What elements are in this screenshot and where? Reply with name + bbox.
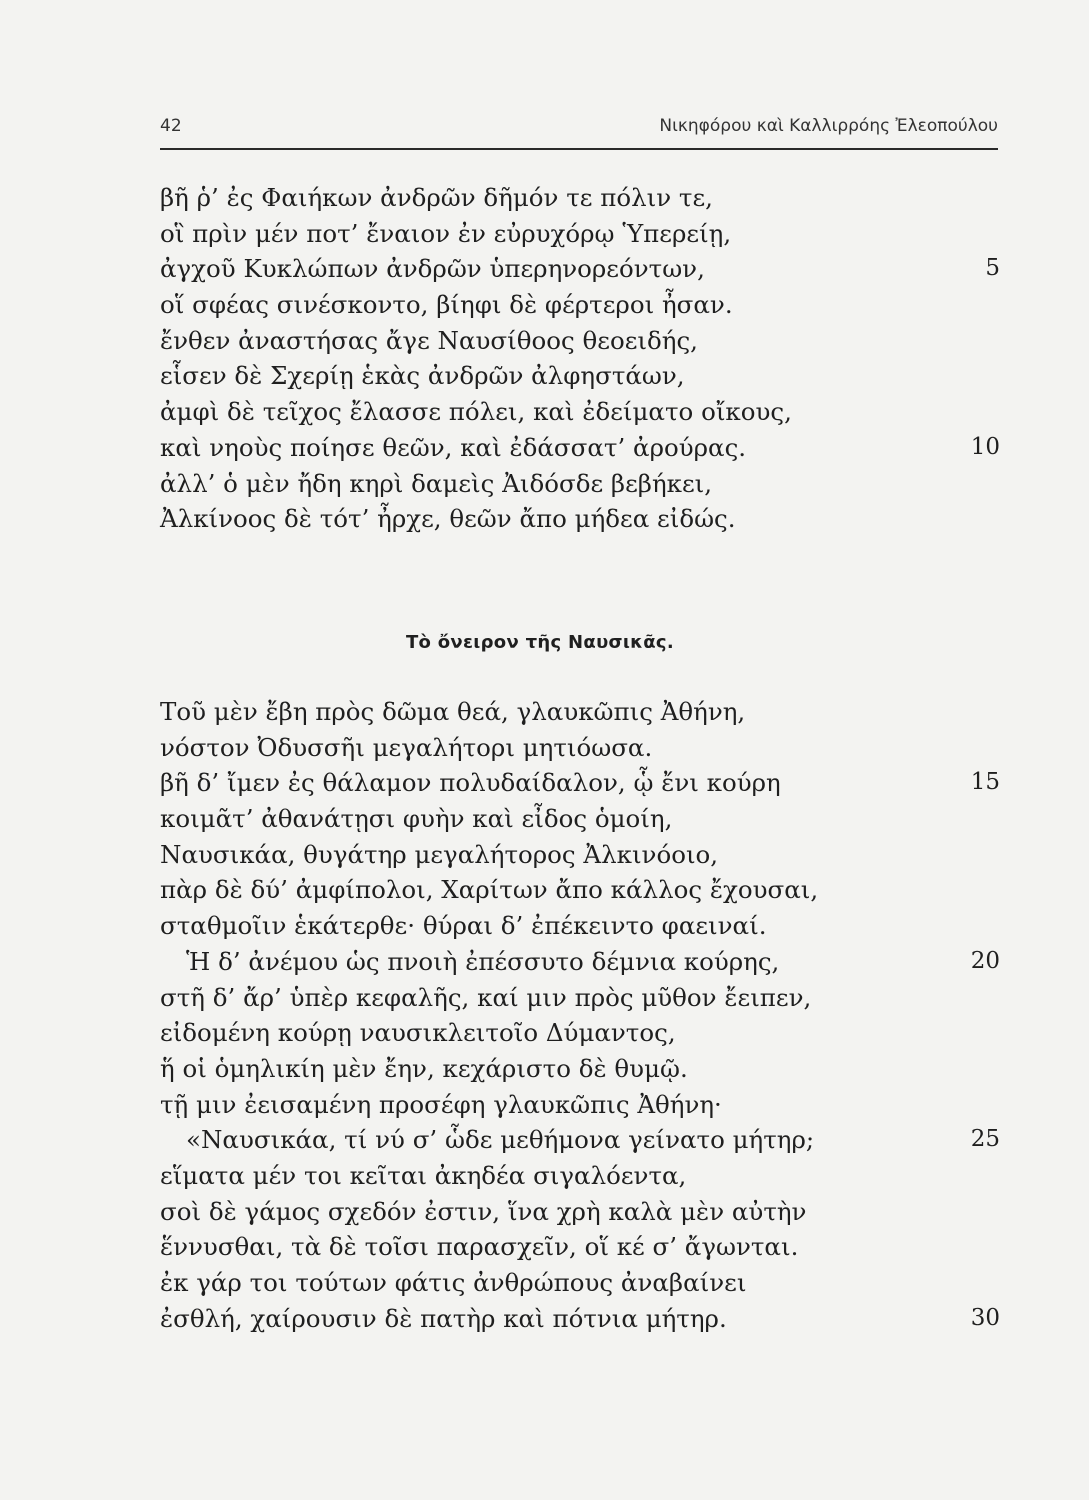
verse-text: ἕννυσθαι, τὰ δὲ τοῖσι παρασχεῖν, οἵ κέ σ’ ἄγωνται.: [160, 1232, 799, 1262]
verse-text: ἀγχοῦ Κυκλώπων ἀνδρῶν ὑπερηνορεόντων,: [160, 254, 705, 284]
verse-block-2: [160, 694, 1000, 1336]
verse-line: [160, 466, 1000, 502]
verse-line: [160, 801, 1000, 837]
line-number: 5: [985, 255, 1000, 282]
verse-line: [160, 1194, 1000, 1230]
verse-text: εἰδομένη κούρῃ ναυσικλειτοῖο Δύμαντος,: [160, 1018, 676, 1048]
header-rule: [160, 148, 998, 150]
verse-line: [160, 430, 1000, 466]
verse-text: κοιμᾶτ’ ἀθανάτῃσι φυὴν καὶ εἶδος ὁμοίη,: [160, 804, 673, 834]
verse-text: πὰρ δὲ δύ’ ἀμφίπολοι, Χαρίτων ἄπο κάλλος ἔχουσαι,: [160, 875, 819, 905]
verse-line: [160, 216, 1000, 252]
verse-text: οἳ πρὶν μέν ποτ’ ἔναιον ἐν εὐρυχόρῳ Ὑπερείῃ,: [160, 218, 732, 248]
verse-line: [160, 730, 1000, 766]
verse-text: ἐσθλή, χαίρουσιν δὲ πατὴρ καὶ πότνια μήτηρ.: [160, 1303, 727, 1333]
verse-text: ἐκ γάρ τοι τούτων φάτις ἀνθρώπους ἀναβαίνει: [160, 1268, 747, 1297]
line-number: 15: [970, 769, 1000, 796]
verse-block-1: [160, 180, 1000, 537]
verse-line: [160, 394, 1000, 430]
verse-text: «Ναυσικάα, τί νύ σ’ ὧδε μεθήμονα γείνατο μήτηρ;: [186, 1125, 815, 1155]
verse-text: Ἡ δ’ ἀνέμου ὡς πνοιὴ ἐπέσσυτο δέμνια κούρης,: [186, 946, 780, 976]
verse-line: [160, 1051, 1000, 1087]
verse-text: σταθμοῖιν ἑκάτερθε· θύραι δ’ ἐπέκειντο φαειναί.: [160, 911, 767, 941]
verse-text: ἀμφὶ δὲ τεῖχος ἔλασσε πόλει, καὶ ἐδείματο οἴκους,: [160, 397, 792, 427]
verse-line: [160, 1301, 1000, 1337]
verse-text: νόστον Ὀδυσσῆι μεγαλήτορι μητιόωσα.: [160, 732, 653, 762]
verse-text: εἵματα μέν τοι κεῖται ἀκηδέα σιγαλόεντα,: [160, 1160, 687, 1190]
line-number: 10: [970, 433, 1000, 460]
verse-text: ἔνθεν ἀναστήσας ἄγε Ναυσίθοος θεοειδής,: [160, 325, 698, 355]
verse-text: ἀλλ’ ὁ μὲν ἤδη κηρὶ δαμεὶς Ἀιδόσδε βεβήκει,: [160, 468, 713, 498]
verse-line: [160, 1122, 1000, 1158]
verse-text: Ἀλκίνοος δὲ τότ’ ἦρχε, θεῶν ἄπο μήδεα εἰδώς.: [160, 504, 736, 534]
verse-line: [160, 837, 1000, 873]
verse-text: τῇ μιν ἐεισαμένη προσέφη γλαυκῶπις Ἀθήνη·: [160, 1089, 722, 1119]
section-heading: Τὸ ὄνειρον τῆς Ναυσικᾶς.: [405, 632, 675, 653]
verse-line: [160, 251, 1000, 287]
verse-text: βῆ δ’ ἴμεν ἐς θάλαμον πολυδαίδαλον, ᾧ ἔνι κούρη: [160, 768, 781, 798]
verse-line: [160, 358, 1000, 394]
verse-line: [160, 765, 1000, 801]
verse-line: [160, 323, 1000, 359]
verse-text: βῆ ῥ’ ἐς Φαιήκων ἀνδρῶν δῆμόν τε πόλιν τε,: [160, 183, 713, 212]
verse-line: [160, 1015, 1000, 1051]
verse-line: [160, 1087, 1000, 1123]
verse-line: [160, 1265, 1000, 1301]
line-number: 30: [970, 1304, 1000, 1331]
verse-text: εἷσεν δὲ Σχερίῃ ἑκὰς ἀνδρῶν ἀλφηστάων,: [160, 361, 685, 391]
line-number: 25: [970, 1126, 1000, 1153]
verse-line: [160, 287, 1000, 323]
verse-text: στῆ δ’ ἄρ’ ὑπὲρ κεφαλῆς, καί μιν πρὸς μῦθον ἔειπεν,: [160, 982, 812, 1012]
verse-text: Ναυσικάα, θυγάτηρ μεγαλήτορος Ἀλκινόοιο,: [160, 839, 719, 869]
running-head: Νικηφόρου καὶ Καλλιρρόης Ἐλεοπούλου: [659, 116, 998, 136]
verse-text: Τοῦ μὲν ἔβη πρὸς δῶμα θεά, γλαυκῶπις Ἀθήνη,: [160, 697, 746, 726]
verse-line: [160, 1229, 1000, 1265]
line-number: 20: [970, 947, 1000, 974]
verse-line: [160, 694, 1000, 730]
verse-text: οἵ σφέας σινέσκοντο, βίηφι δὲ φέρτεροι ἦσαν.: [160, 290, 733, 320]
verse-line: [160, 872, 1000, 908]
page-number: 42: [160, 116, 182, 136]
verse-line: [160, 501, 1000, 537]
verse-line: [160, 1158, 1000, 1194]
verse-line: [160, 944, 1000, 980]
verse-text: ἥ οἱ ὁμηλικίη μὲν ἔην, κεχάριστο δὲ θυμῷ.: [160, 1053, 688, 1083]
verse-text: σοὶ δὲ γάμος σχεδόν ἐστιν, ἵνα χρὴ καλὰ μὲν αὐτὴν: [160, 1196, 807, 1226]
verse-line: [160, 180, 1000, 216]
verse-line: [160, 980, 1000, 1016]
verse-text: καὶ νηοὺς ποίησε θεῶν, καὶ ἐδάσσατ’ ἀρούρας.: [160, 432, 747, 462]
verse-line: [160, 908, 1000, 944]
